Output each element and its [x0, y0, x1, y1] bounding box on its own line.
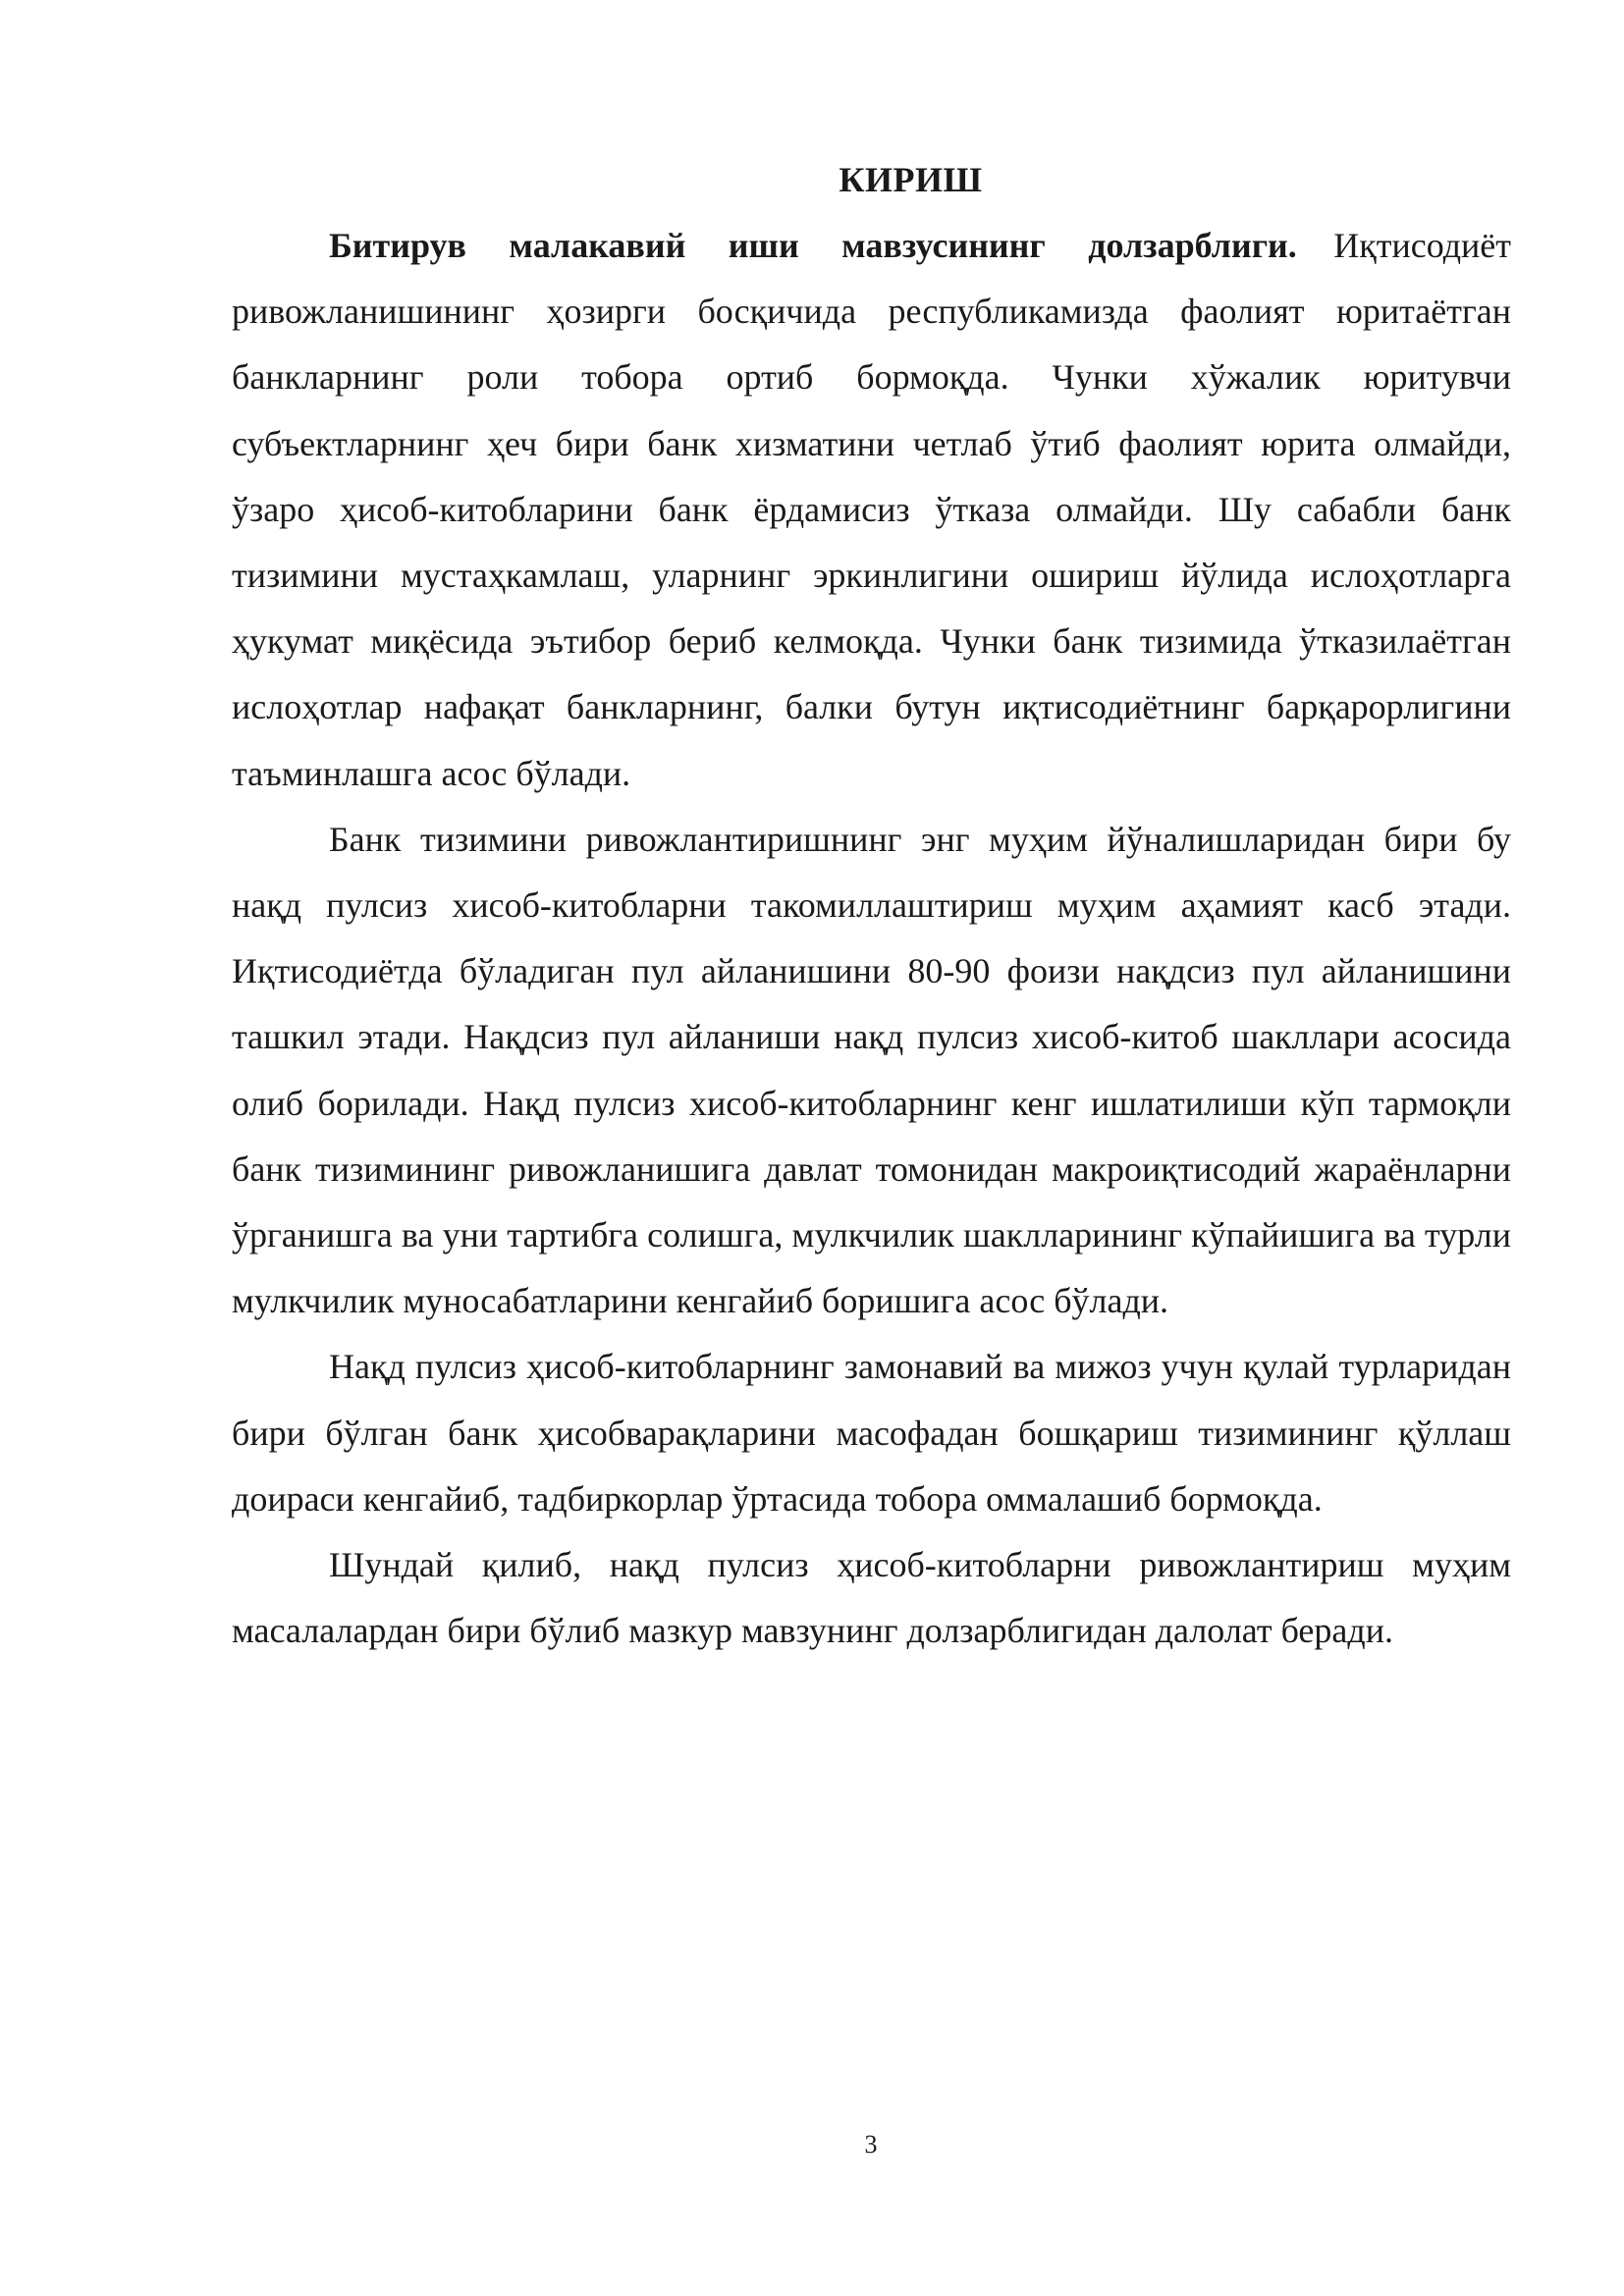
paragraph-relevance [232, 213, 1511, 807]
paragraph-text: Иқтисодиёт ривожланишининг ҳозирги босқичида республикамизда фаолият юритаётган банкларнинг роли тобора ортиб бормоқда. Чунки хўжалик юритувчи субъектларнинг ҳеч бири банк хизматини четлаб ўтиб фаолият юрита олмайди, ўзаро ҳисоб-китобларини банк ёрдамисиз ўтказа олмайди. Шу сабабли банк тизимини мустаҳкамлаш, уларнинг эркинлигини ошириш йўлида ислоҳотларга ҳукумат миқёсида эътибор бериб келмоқда. Чунки банк тизимида ўтказилаётган ислоҳотлар нафақат банкларнинг, балки бутун иқтисодиётнинг барқарорлигини таъминлашга асос бўлади. [232, 226, 1511, 793]
page-number: 3 [864, 2130, 878, 2159]
paragraph-lead: Битирув малакавий иши мавзусининг долзарблиги. [329, 226, 1297, 265]
paragraph-conclusion: Шундай қилиб, нақд пулсиз ҳисоб-китобларни ривожлантириш муҳим масалалардан бири бўлиб мазкур мавзунинг долзарблигидан далолат беради. [232, 1545, 1511, 1651]
page-title: КИРИШ [839, 160, 983, 199]
page-content [232, 147, 1511, 1664]
paragraph-remote-banking: Нақд пулсиз ҳисоб-китобларнинг замонавий ва мижоз учун қулай турларидан бири бўлган банк ҳисобварақларини масофадан бошқариш тизимининг қўллаш доираси кенгайиб, тадбиркорлар ўртасида тобора оммалашиб бормоқда. [232, 1347, 1511, 1519]
paragraph-banking-system: Банк тизимини ривожлантиришнинг энг муҳим йўналишларидан бири бу нақд пулсиз хисоб-китобларни такомиллаштириш муҳим аҳамият касб этади. Иқтисодиётда бўладиган пул айланишини 80-90 фоизи нақдсиз пул айланишини ташкил этади. Нақдсиз пул айланиши нақд пулсиз хисоб-китоб шакллари асосида олиб борилади. Нақд пулсиз хисоб-китобларнинг кенг ишлатилиши кўп тармоқли банк тизимининг ривожланишига давлат томонидан макроиқтисодий жараёнларни ўрганишга ва уни тартибга солишга, мулкчилик шаклларининг кўпайишига ва турли мулкчилик муносабатларини кенгайиб боришига асос бўлади. [232, 819, 1511, 1321]
